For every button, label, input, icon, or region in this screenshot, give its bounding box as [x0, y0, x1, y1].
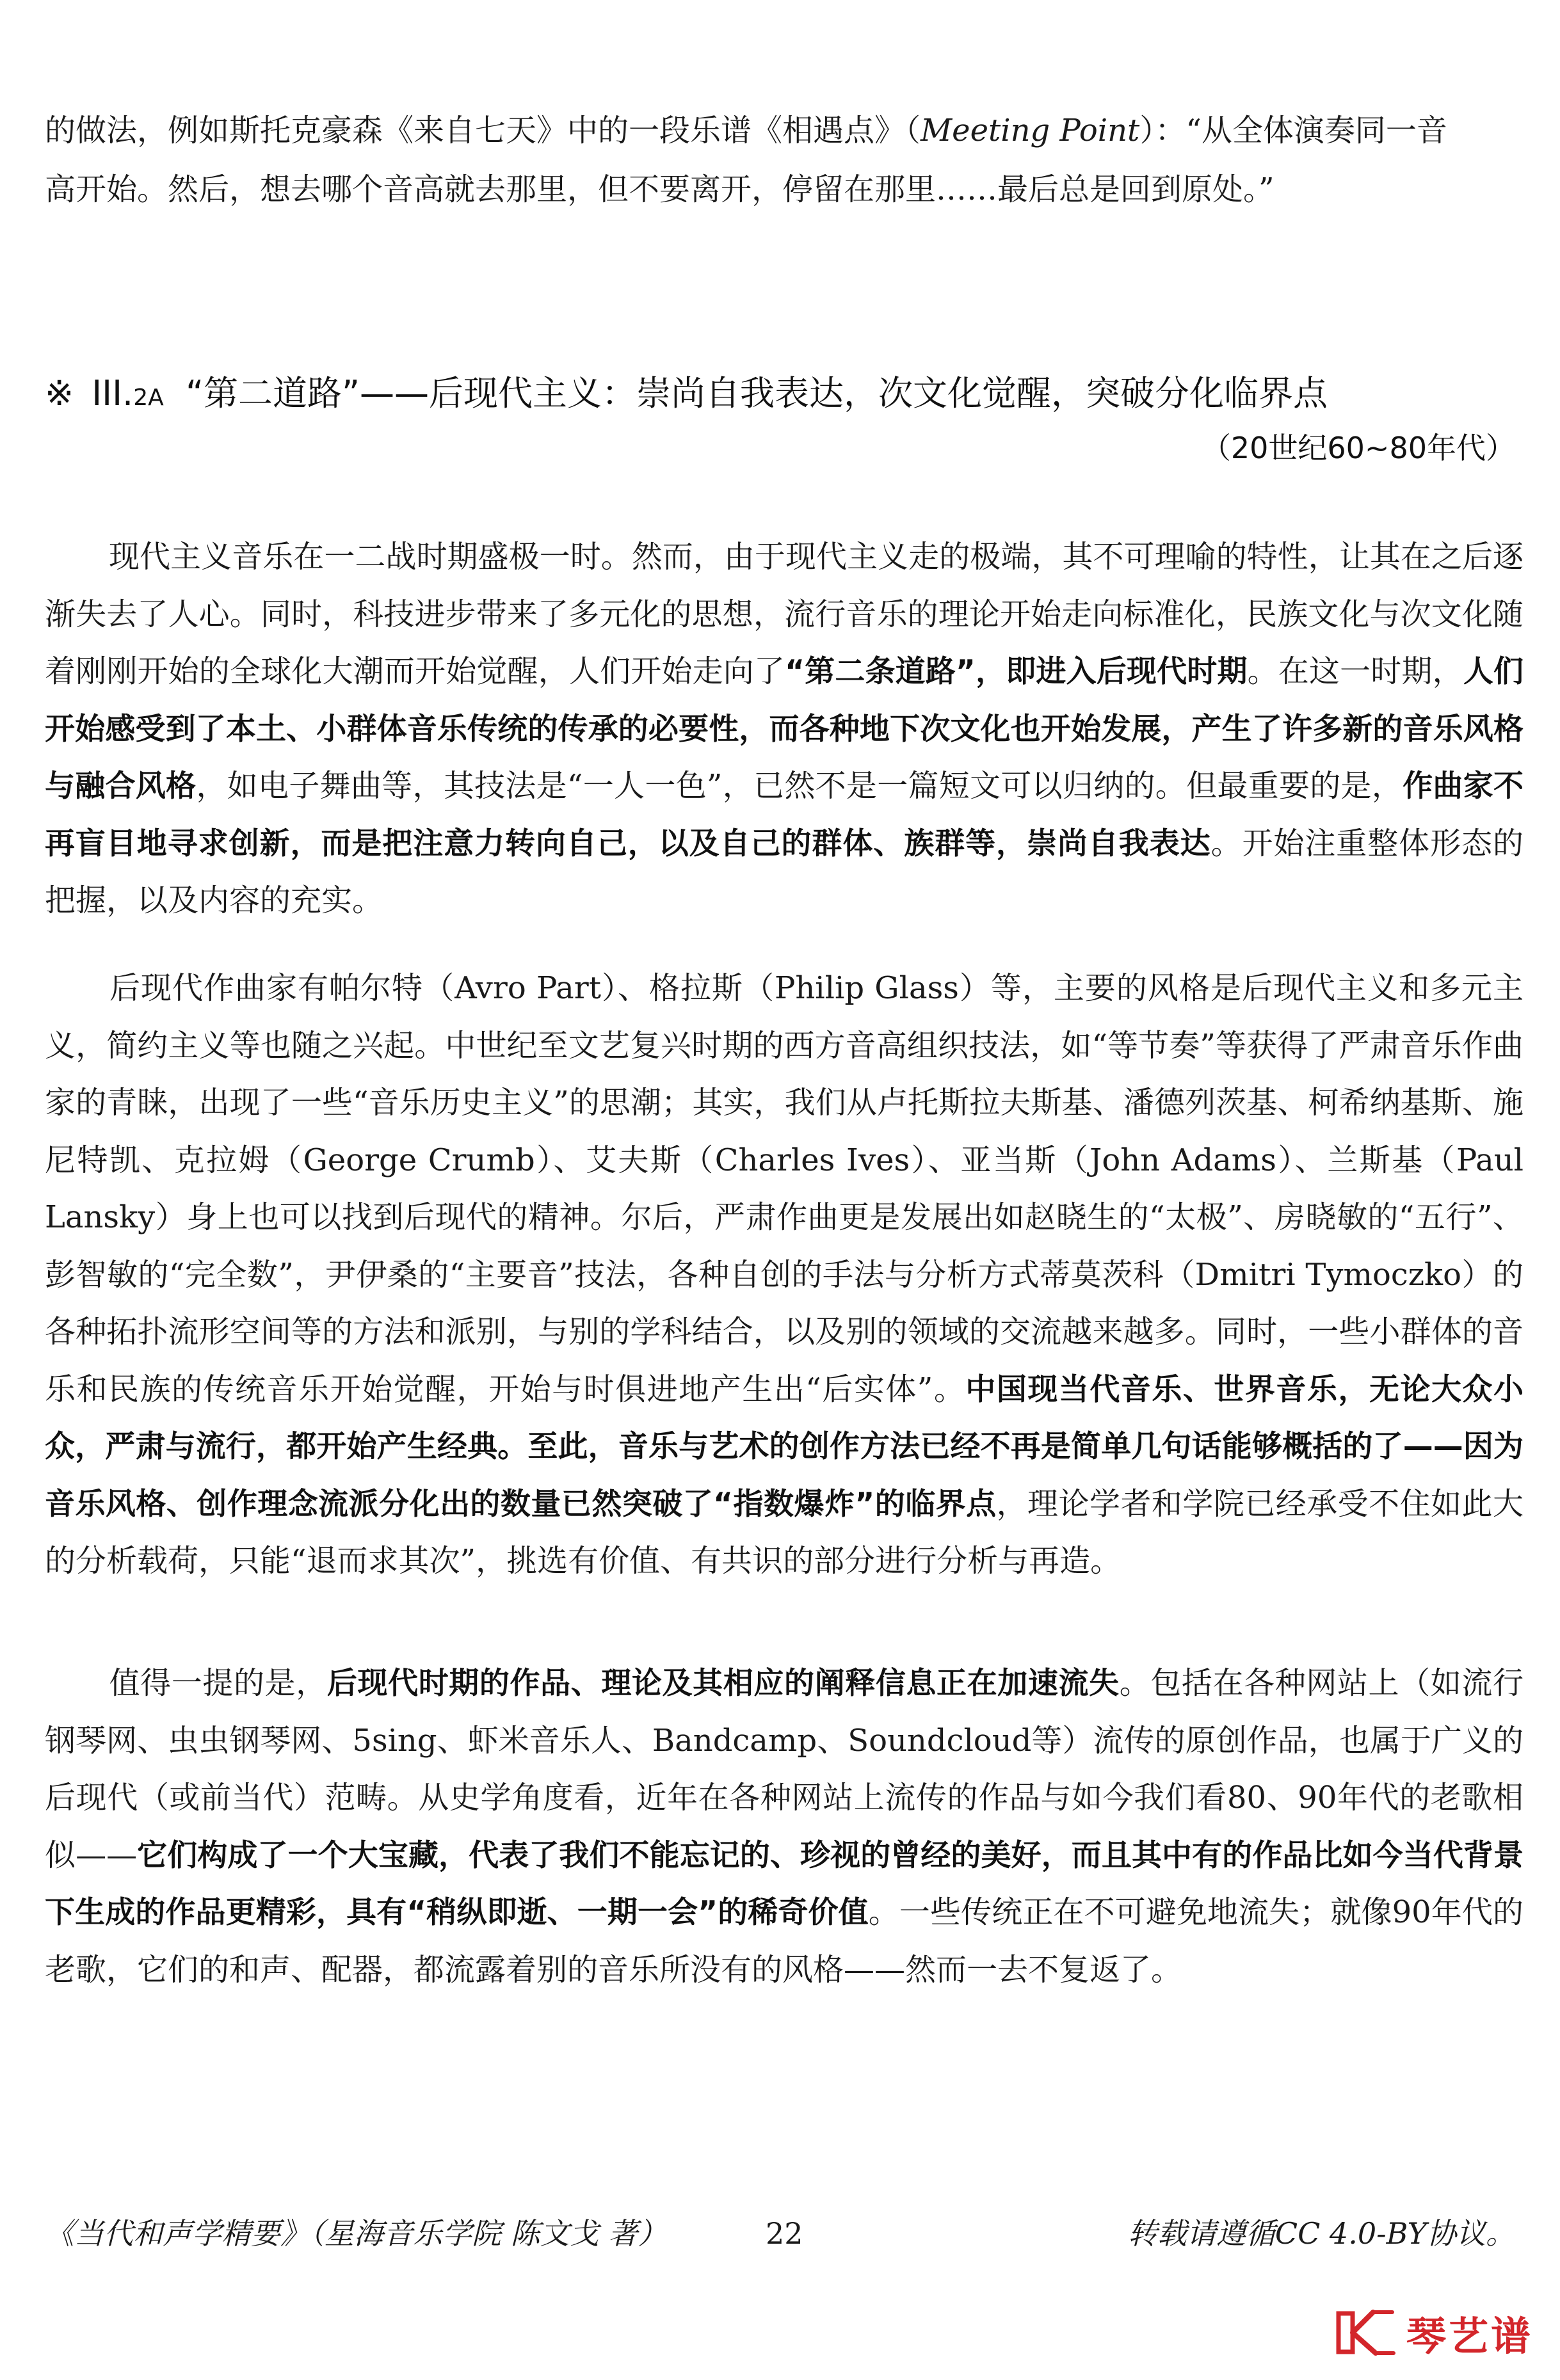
intro-text-2: ）：“从全体演奏同一音 — [1139, 113, 1447, 148]
p3-emphasis-b: 后现代时期的作品、理论及其相应的阐释信息正在加速流失 — [326, 1666, 1120, 1701]
intro-paragraph — [45, 101, 1524, 219]
p2-emphasis-b: 中国现当代音乐、世界音乐，无论大众小众，严肃与流行，都开始产生经典。至此，音乐与艺术的创作方法已经不再是简单几句话能够概括的了——因为音乐风格、创作理念流派分化出的数量已然突破了“指数爆炸”的临界点 — [45, 1371, 1524, 1522]
intro-text-1: 的做法，例如斯托克豪森《来自七天》中的一段乐谱《相遇点》（ — [45, 113, 921, 148]
paragraph-modernism — [45, 529, 1524, 930]
intro-work-title: Meeting Point — [921, 113, 1140, 148]
reference-mark-icon: ※ — [45, 373, 74, 413]
p3-text-c: 。包括在各种网站上（如流行钢琴网、虫虫钢琴网、5sing、虾米音乐人、Bandcamp、Soundcloud等）流传的原创作品，也属于广义的后现代（或前当代）范畴。从史学角度看，近年在各种网站上流传的作品与如今我们看80、90年代的老歌相似—— — [45, 1665, 1524, 1873]
intro-text-3: 高开始。然后，想去哪个音高就去那里，但不要离开，停留在那里……最后总是回到原处。” — [45, 172, 1275, 207]
p1-text-c: 。在这一时期， — [1247, 653, 1463, 689]
paragraph-postmodern-composers — [45, 960, 1524, 1590]
p3-text-a: 值得一提的是， — [109, 1665, 327, 1701]
p1-emphasis-f: 作曲家不再盲目地寻求创新，而是把注意力转向自己，以及自己的群体、族群等，崇尚自我表达 — [45, 769, 1524, 861]
section-heading — [45, 365, 1524, 427]
p3-emphasis-d: 它们构成了一个大宝藏，代表了我们不能忘记的、珍视的曾经的美好，而且其中有的作品比如今当代背景下生成的作品更精彩，具有“稍纵即逝、一期一会”的稀奇价值 — [45, 1837, 1524, 1930]
keyboard-logo-icon — [1333, 2307, 1397, 2358]
footer-license: 转载请遵循CC 4.0-BY协议。 — [1127, 2216, 1515, 2251]
section-number-sub: 2A — [133, 385, 164, 411]
p3-text-e: 。一些传统正在不可避免地流失；就像90年代的老歌，它们的和声、配器，都流露着别的音乐所没有的风格——然而一去不复返了。 — [45, 1894, 1524, 1988]
p1-text-e: ，如电子舞曲等，其技法是“一人一色”，已然不是一篇短文可以归纳的。但最重要的是， — [196, 768, 1403, 804]
page-number: 22 — [766, 2216, 803, 2251]
paragraph-information-loss — [45, 1655, 1524, 1999]
footer-book-title: 《当代和声学精要》（星海音乐学院 陈文戈 著） — [45, 2216, 668, 2251]
logo-text: 琴艺谱 — [1406, 2312, 1533, 2360]
section-number: III. — [92, 373, 134, 413]
section-period: （20世纪60~80年代） — [1201, 431, 1515, 465]
p1-text-a: 现代主义音乐在一二战时期盛极一时。然而，由于现代主义走的极端，其不可理喻的特性，让其在之后逐渐失去了人心。同时，科技进步带来了多元化的思想，流行音乐的理论开始走向标准化，民族文化与次文化随着刚刚开始的全球化大潮而开始觉醒，人们开始走向了 — [45, 539, 1524, 689]
p2-text-a: 后现代作曲家有帕尔特（Avro Part）、格拉斯（Philip Glass）等，主要的风格是后现代主义和多元主义，简约主义等也随之兴起。中世纪至文艺复兴时期的西方音高组织技法，如“等节奏”等获得了严肃音乐作曲家的青睐，出现了一些“音乐历史主义”的思潮；其实，我们从卢托斯拉夫斯基、潘德列茨基、柯希纳基斯、施尼特凯、克拉姆（George Crumb）、艾夫斯（Charles Ives）、亚当斯（John Adams）、兰斯基（Paul Lansky）身上也可以找到后现代的精神。尔后，严肃作曲更是发展出如赵晓生的“太极”、房晓敏的“五行”、彭智敏的“完全数”，尹伊桑的“主要音”技法，各种自创的手法与分析方式蒂莫茨科（Dmitri Tymoczko）的各种拓扑流形空间等的方法和派别，与别的学科结合，以及别的领域的交流越来越多。同时，一些小群体的音乐和民族的传统音乐开始觉醒，开始与时俱进地产生出“后实体”。 — [45, 970, 1524, 1407]
p1-emphasis-b: “第二条道路”，即进入后现代时期 — [785, 654, 1248, 689]
p2-text-c: ，理论学者和学院已经承受不住如此大的分析载荷，只能“退而求其次”，挑选有价值、有共识的部分进行分析与再造。 — [45, 1485, 1524, 1579]
p1-emphasis-d: 人们开始感受到了本土、小群体音乐传统的传承的必要性，而各种地下次文化也开始发展，产生了许多新的音乐风格与融合风格 — [45, 654, 1524, 804]
p1-text-g: 。开始注重整体形态的把握，以及内容的充实。 — [45, 825, 1524, 918]
watermark-logo — [1333, 2304, 1533, 2361]
section-title: “第二道路”——后现代主义：崇尚自我表达，次文化觉醒，突破分化临界点 — [186, 373, 1328, 413]
